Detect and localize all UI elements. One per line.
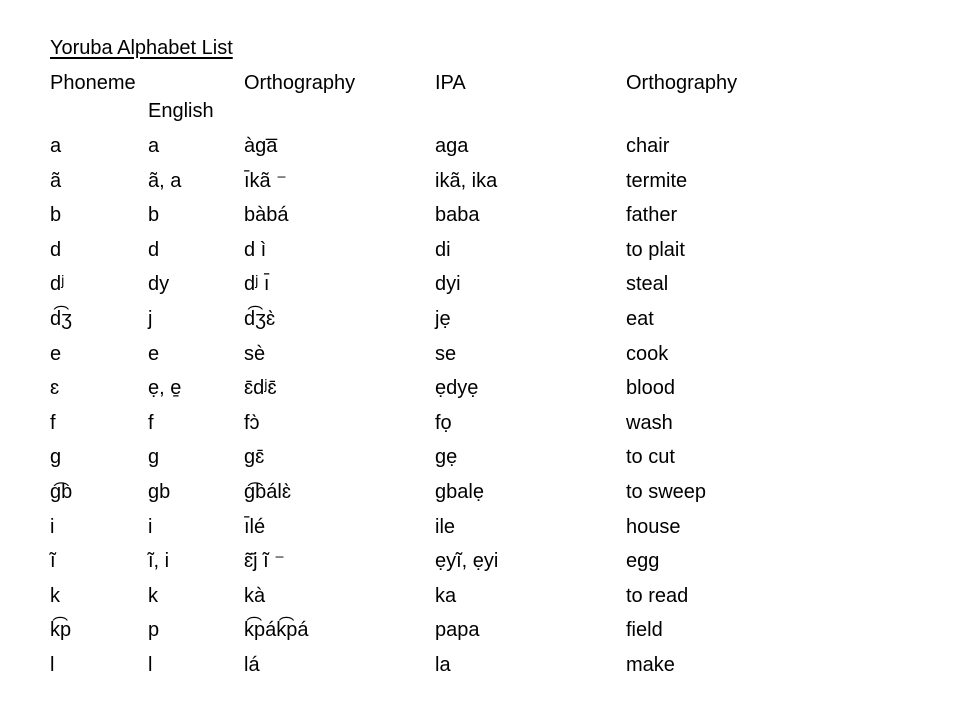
cell-orthography2: ka (435, 584, 457, 607)
table-row (0, 515, 960, 550)
cell-english: wash (626, 411, 673, 434)
cell-orthography: g (148, 446, 160, 469)
cell-ipa: g͡bálɛ̀ (244, 480, 291, 503)
cell-ipa: ɛ̄dʲɛ̄ (244, 377, 277, 400)
cell-phoneme: ã (50, 169, 62, 192)
table-row (0, 480, 960, 515)
cell-phoneme: d (50, 238, 62, 261)
cell-orthography: ã, a (148, 169, 182, 192)
cell-ipa: ɛ̃̄j ĩ ⁻ (244, 550, 285, 573)
header-phoneme: Phoneme (50, 72, 136, 94)
cell-phoneme: dʲ (50, 273, 65, 296)
cell-english: to read (626, 584, 689, 607)
cell-english: make (626, 653, 675, 676)
cell-english: field (626, 619, 663, 642)
cell-ipa: lá (244, 653, 260, 676)
cell-english: to plait (626, 238, 685, 261)
cell-ipa: dʲ ı̄ (244, 273, 270, 296)
cell-orthography2: fọ (435, 411, 452, 434)
header-orthography: Orthography (244, 72, 356, 94)
cell-english: steal (626, 273, 669, 296)
cell-ipa: kà (244, 584, 266, 607)
cell-ipa: ı̄lé (244, 515, 266, 538)
alphabet-table (0, 134, 960, 688)
table-row (0, 203, 960, 238)
cell-orthography: b (148, 204, 160, 227)
cell-ipa: sè (244, 342, 266, 365)
cell-phoneme: f (50, 411, 56, 434)
table-row (0, 411, 960, 446)
table-row (0, 445, 960, 480)
cell-orthography2: se (435, 342, 457, 365)
cell-ipa: d ì (244, 238, 267, 261)
cell-orthography: dy (148, 273, 170, 296)
cell-english: blood (626, 377, 675, 400)
cell-orthography: ĩ, i (148, 550, 170, 573)
cell-orthography: e (148, 342, 160, 365)
cell-phoneme: b (50, 204, 62, 227)
cell-ipa: fɔ̀ (244, 411, 260, 434)
cell-orthography2: ẹyĩ, ẹyi (435, 550, 499, 573)
cell-orthography2: ile (435, 515, 456, 538)
cell-orthography2: papa (435, 619, 480, 642)
cell-phoneme: e (50, 342, 62, 365)
cell-english: to sweep (626, 480, 707, 503)
cell-orthography: f (148, 411, 154, 434)
cell-english: father (626, 204, 678, 227)
cell-phoneme: ɛ (50, 377, 60, 400)
cell-orthography2: dyi (435, 273, 461, 296)
header-english: English (148, 100, 214, 122)
header-orthography-2: Orthography (626, 72, 738, 94)
cell-phoneme: g͡b (50, 480, 73, 503)
cell-english: eat (626, 307, 654, 330)
page-title: Yoruba Alphabet List (50, 37, 233, 59)
table-row (0, 307, 960, 342)
cell-orthography: i (148, 515, 153, 538)
cell-orthography: ẹ, e̱ (148, 377, 182, 400)
table-row (0, 653, 960, 688)
cell-orthography: p (148, 619, 160, 642)
cell-orthography2: ẹdyẹ (435, 377, 479, 400)
table-row (0, 272, 960, 307)
header-ipa: IPA (435, 72, 466, 94)
cell-phoneme: k͡p (50, 619, 72, 642)
cell-orthography: k (148, 584, 158, 607)
cell-orthography: a (148, 135, 160, 157)
table-row (0, 549, 960, 584)
cell-ipa: d͡ʒɛ̀ (244, 307, 276, 330)
cell-phoneme: g (50, 446, 62, 469)
cell-ipa: ı̄kã ⁻ (244, 169, 287, 192)
cell-english: house (626, 515, 681, 538)
table-row (0, 618, 960, 653)
cell-orthography: l (148, 653, 153, 676)
table-row (0, 238, 960, 273)
cell-orthography2: gẹ (435, 446, 458, 469)
cell-ipa: bàbá (244, 204, 289, 227)
cell-english: to cut (626, 446, 675, 469)
table-row (0, 584, 960, 619)
cell-english: egg (626, 550, 660, 573)
cell-orthography2: di (435, 238, 451, 261)
cell-ipa: k͡pák͡pá (244, 619, 309, 642)
cell-orthography2: la (435, 653, 451, 676)
cell-phoneme: k (50, 584, 60, 607)
cell-ipa: àga̅ (244, 135, 278, 157)
cell-orthography: d (148, 238, 160, 261)
cell-english: termite (626, 169, 688, 192)
cell-orthography: j (148, 307, 153, 330)
cell-orthography: gb (148, 480, 171, 503)
cell-ipa: gɛ̄ (244, 446, 265, 469)
cell-orthography2: jẹ (435, 307, 451, 330)
table-row (0, 342, 960, 377)
cell-orthography2: ikã, ika (435, 169, 498, 192)
cell-phoneme: i (50, 515, 55, 538)
cell-english: chair (626, 135, 670, 157)
cell-english: cook (626, 342, 669, 365)
cell-phoneme: ĩ (50, 550, 56, 573)
cell-phoneme: l (50, 653, 55, 676)
cell-orthography2: gbalẹ (435, 480, 484, 503)
table-row (0, 169, 960, 204)
cell-orthography2: baba (435, 204, 480, 227)
table-row (0, 134, 960, 169)
cell-phoneme: d͡ʒ (50, 307, 73, 330)
cell-phoneme: a (50, 135, 62, 157)
table-row (0, 376, 960, 411)
cell-orthography2: aga (435, 135, 469, 157)
